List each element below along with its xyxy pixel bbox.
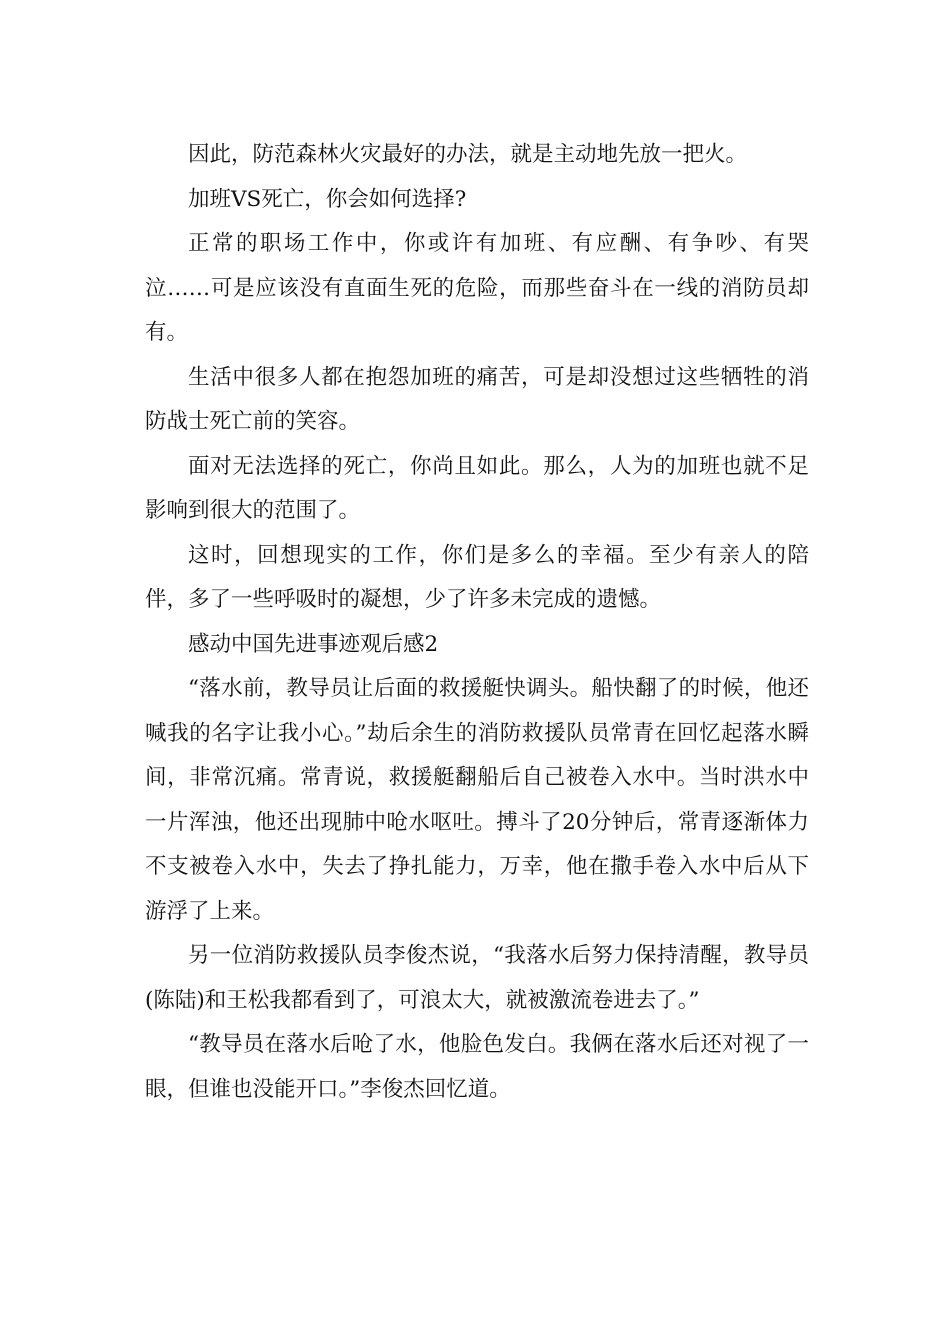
paragraph-happiness: 这时，回想现实的工作，你们是多么的幸福。至少有亲人的陪伴，多了一些呼吸时的凝想，少了许多未完成的遗憾。 <box>145 542 809 612</box>
paragraph-complaints: 生活中很多人都在抱怨加班的痛苦，可是却没想过这些牺牲的消防战士死亡前的笑容。 <box>145 364 809 434</box>
paragraph-workplace: 正常的职场工作中，你或许有加班、有应酬、有争吵、有哭泣……可是应该没有直面生死的危险，而那些奋斗在一线的消防员却有。 <box>145 231 809 345</box>
document-body <box>145 133 809 1112</box>
paragraph-recollection: “教导员在落水后呛了水，他脸色发白。我俩在落水后还对视了一眼，但谁也没能开口。”李俊杰回忆道。 <box>145 1032 809 1102</box>
paragraph-facing-death: 面对无法选择的死亡，你尚且如此。那么，人为的加班也就不足影响到很大的范围了。 <box>145 453 809 523</box>
paragraph-changqing: “落水前，教导员让后面的救援艇快调头。船快翻了的时候，他还喊我的名字让我小心。”劫后余生的消防救援队员常青在回忆起落水瞬间，非常沉痛。常青说，救援艇翻船后自己被卷入水中。当时洪水中一片浑浊，他还出现肺中呛水呕吐。搏斗了20分钟后，常青逐渐体力不支被卷入水中，失去了挣扎能力，万幸，他在撒手卷入水中后从下游浮了上来。 <box>145 676 809 924</box>
section-heading: 感动中国先进事迹观后感2 <box>188 631 439 657</box>
paragraph-overtime-question: 加班VS死亡，你会如何选择? <box>188 186 467 212</box>
paragraph-lijunjie: 另一位消防救援队员李俊杰说，“我落水后努力保持清醒，教导员(陈陆)和王松我都看到了，可浪太大，就被激流卷进去了。” <box>145 943 809 1013</box>
paragraph-forest-fire: 因此，防范森林火灾最好的办法，就是主动地先放一把火。 <box>188 142 748 167</box>
